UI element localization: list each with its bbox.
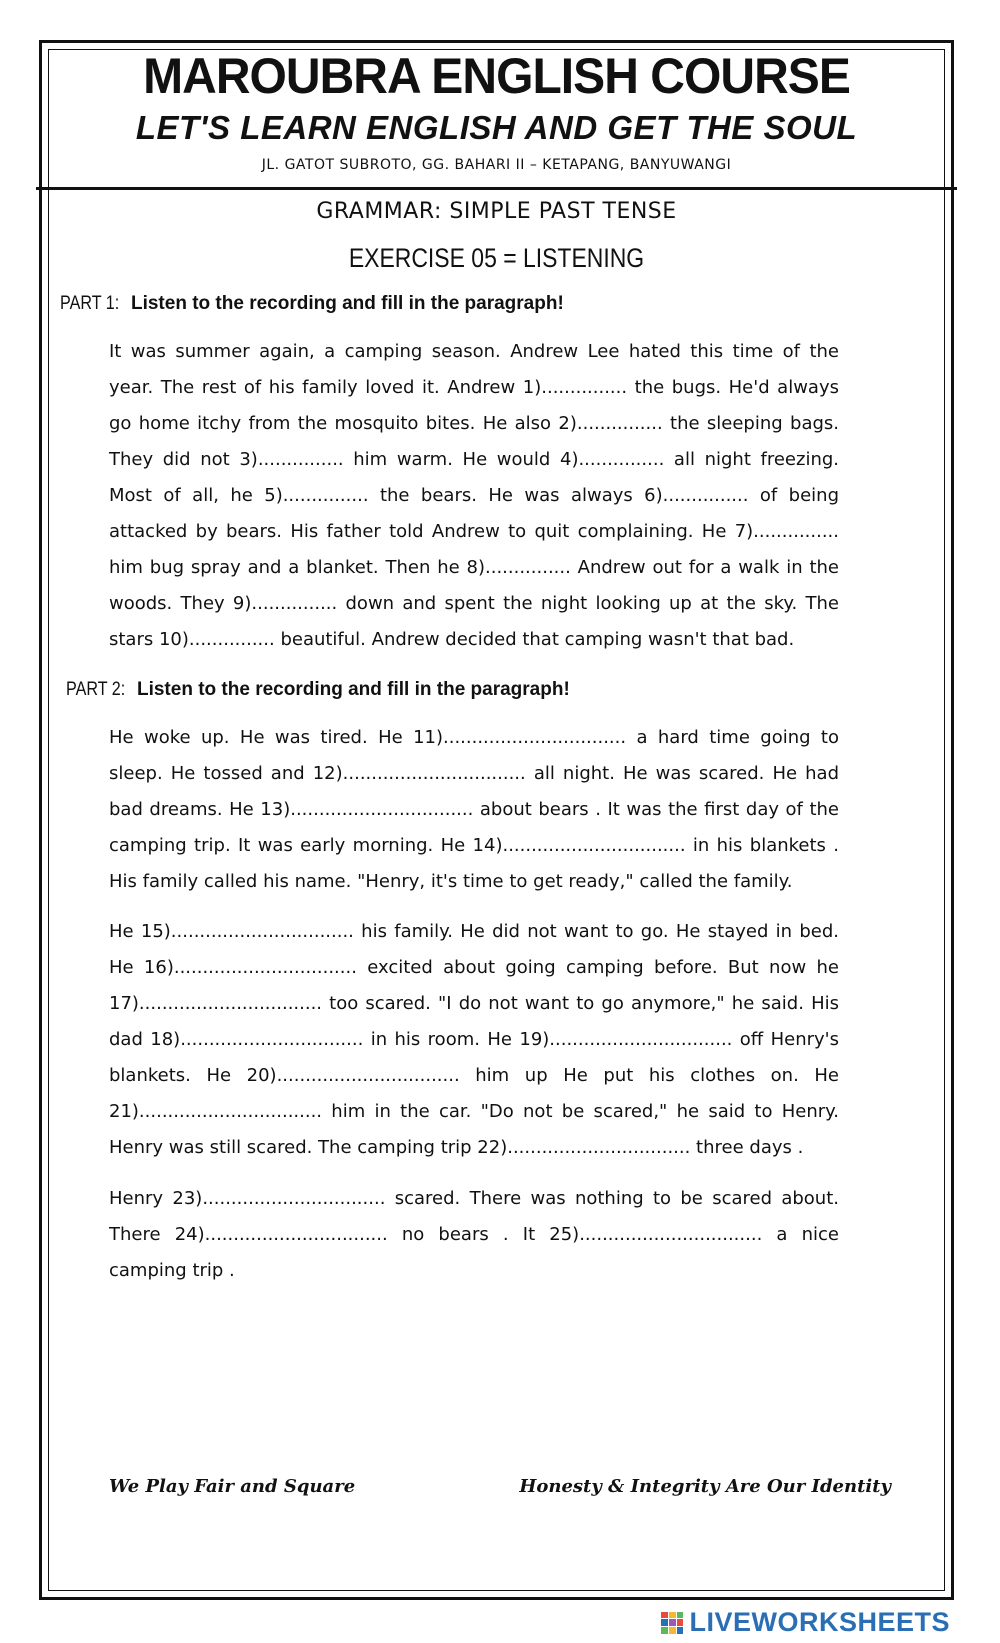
part2-instruction: Listen to the recording and fill in the paragraph! [136,679,570,700]
part2-label: PART 2: [66,679,126,700]
part1-label: PART 1: [60,293,120,314]
school-title: MAROUBRA ENGLISH COURSE [143,48,850,104]
part1-heading [60,293,564,315]
exercise-title: EXERCISE 05 = LISTENING [348,243,645,273]
part1-instruction: Listen to the recording and fill in the paragraph! [130,293,564,314]
liveworksheets-brand[interactable] [661,1607,950,1638]
part2-paragraph-1: He woke up. He was tired. He 11)................................ a hard time going to sleep. He tossed and 12)................................ all night. He was scared. He had bad dreams. He 13)................................ about bears . It was the first day of the camping trip. It was early morning. He 14)................................ in his blankets . His family called his name. "Henry, it's time to get ready," called the family. [109,727,839,892]
part2-paragraph-2: He 15)................................ his family. He did not want to go. He stayed in bed. He 16)................................ excited about going camping before. But now he 17)................................ too scared. "I do not want to go anymore," he said. His dad 18)................................ in his room. He 19)................................ off Henry's blankets. He 20)................................ him up He put his clothes on. He 21)................................ him in the car. "Do not be scared," he said to Henry. Henry was still scared. The camping trip 22)................................ three days . [109,921,839,1158]
footer-motto-right: Honesty & Integrity Are Our Identity [519,1476,891,1497]
part1-paragraph: It was summer again, a camping season. Andrew Lee hated this time of the year. The rest of his family loved it. Andrew 1)............... the bugs. He'd always go home itchy from the mosquito bites. He also 2)............... the sleeping bags. They did not 3)............... him warm. He would 4)............... all night freezing. Most of all, he 5)............... the bears. He was always 6)............... of being attacked by bears. His father told Andrew to quit complaining. He 7)............... him bug spray and a blanket. Then he 8)............... Andrew out for a walk in the woods. They 9)............... down and spent the night looking up at the sky. The stars 10)............... beautiful. Andrew decided that camping wasn't that bad. [109,341,839,650]
liveworksheets-logo-icon [661,1612,683,1634]
part2-paragraph-3: Henry 23)................................ scared. There was nothing to be scared about. There 24)................................ no bears . It 25)................................ a nice camping trip . [109,1188,839,1281]
footer-motto-left: We Play Fair and Square [109,1476,356,1497]
header-divider [36,187,957,190]
school-slogan: LET'S LEARN ENGLISH AND GET THE SOUL [135,109,858,146]
school-address: JL. GATOT SUBROTO, GG. BAHARI II – KETAPANG, BANYUWANGI [261,157,732,173]
worksheet-frame [39,40,954,1600]
liveworksheets-text: LIVEWORKSHEETS [689,1607,950,1637]
part2-heading [66,679,570,701]
grammar-topic: GRAMMAR: SIMPLE PAST TENSE [316,199,677,224]
